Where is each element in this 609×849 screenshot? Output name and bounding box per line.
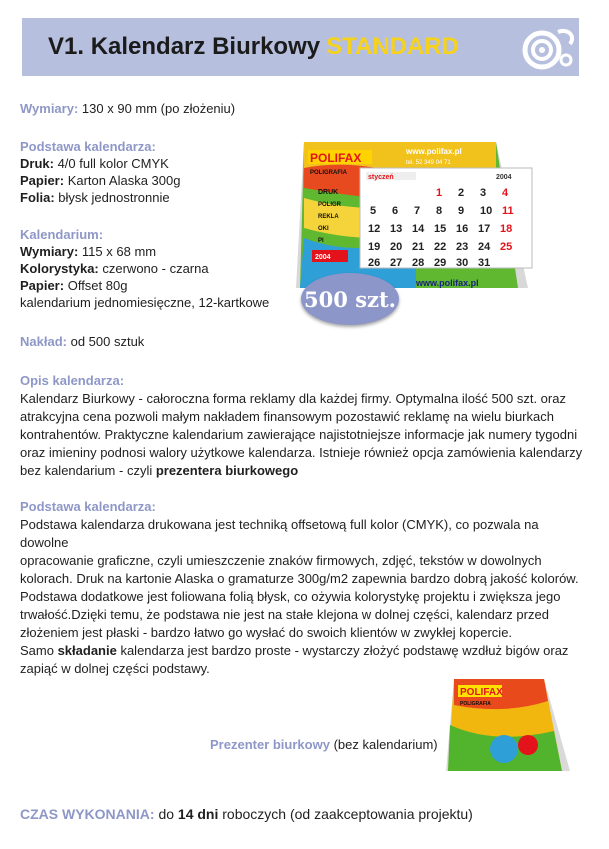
title-accent: STANDARD	[326, 33, 459, 60]
cal-d: 29	[434, 257, 447, 269]
cal-d: 1	[436, 187, 443, 199]
paper-value: Karton Alaska 300g	[67, 173, 181, 188]
calendarium-paper-label: Papier:	[20, 278, 65, 293]
description-heading: Opis kalendarza:	[20, 373, 125, 388]
base-desc-line: kolorach. Druk na kartonie Alaska o gramaturze 300g/m2 zapewnia bardzo dobrą jakość kolorów.	[20, 571, 579, 586]
cal-d: 10	[480, 205, 493, 217]
description-line: kontrahentów. Praktyczne kalendarium zawierające najistotniejsze informacje jak numery tygodni	[20, 427, 578, 442]
description-line	[20, 462, 590, 480]
description-line: oraz imieniny podnosi walory użytkowe kalendarza. Istnieje również opcja zamówienia kalendarzy	[20, 445, 583, 460]
quantity-badge: 500 szt.	[301, 273, 399, 325]
calendar-menu4: OKI	[318, 226, 329, 232]
description-line5-bold: prezentera biurkowego	[155, 463, 299, 478]
base-desc-line: trwałość.Dzięki temu, że podstawa nie jest na stałe klejona w dolnej części, kalendarz przed	[20, 607, 549, 622]
base-desc-line: Podstawa dodatkowe jest foliowana folią błysk, co ożywia kolorystykę projektu i zwiększa jego	[20, 589, 561, 604]
cal-d: 28	[412, 257, 425, 269]
cal-d: 19	[368, 241, 381, 253]
dimensions-label: Wymiary:	[20, 101, 79, 116]
foil-value: błysk jednostronnie	[58, 190, 170, 205]
calendar-brand: POLIFAX	[310, 151, 362, 165]
calendarium-dim-value: 115 x 68 mm	[81, 244, 157, 259]
cal-d: 18	[500, 223, 513, 235]
calendar-url-top: www.polifax.pl	[406, 147, 462, 156]
calendarium-dim-label: Wymiary:	[20, 244, 79, 259]
cal-d: 26	[368, 257, 381, 269]
calendar-sub: POLIGRAFIA	[310, 170, 347, 176]
presenter-sub: POLIGRAFIA	[460, 701, 491, 707]
lead-time-label: CZAS WYKONANIA:	[20, 806, 155, 822]
calendar-phone: tel. 52 349 04 71	[406, 160, 451, 166]
description-line5-pre: bez kalendarium - czyli	[20, 463, 156, 478]
print-label: Druk:	[20, 156, 54, 171]
lead-time-line	[20, 806, 473, 823]
calendar-url-bottom: www.polifax.pl	[416, 278, 479, 288]
print-line	[20, 155, 169, 172]
run-value: od 500 sztuk	[70, 334, 145, 349]
cal-d: 9	[458, 205, 465, 217]
cal-d: 21	[412, 241, 425, 253]
calendar-year: 2004	[496, 174, 512, 181]
cal-d: 14	[412, 223, 425, 235]
calendarium-dim-line	[20, 243, 156, 260]
presenter-caption	[210, 736, 438, 753]
cal-d: 4	[502, 187, 509, 199]
base-desc-line: złożeniem jest płaski - bardzo łatwo go wysłać do swoich klientów w zwykłej kopercie.	[20, 625, 513, 640]
cal-d: 7	[414, 205, 421, 217]
calendarium-paper-line	[20, 277, 127, 294]
calendar-menu3: REKLA	[318, 214, 339, 220]
base-desc-line: zapiąć w dolnej części podstawy.	[20, 661, 210, 676]
presenter-brand: POLIFAX	[460, 687, 503, 698]
base-desc-line7-bold: składanie	[57, 643, 117, 658]
cal-d: 20	[390, 241, 403, 253]
title-main: V1. Kalendarz Biurkowy	[48, 33, 321, 60]
description-line: atrakcyjna cena pozwoli małym nakładem finansowym pozostawić reklamę na wielu biurkach	[20, 409, 554, 424]
description-line: Kalendarz Biurkowy - całoroczna forma reklamy dla każdej firmy. Optymalna ilość 500 szt. oraz	[20, 391, 566, 406]
cal-d: 24	[478, 241, 491, 253]
cal-d: 27	[390, 257, 403, 269]
calendar-tab: 2004	[315, 254, 331, 261]
base-desc-line7-pre: Samo	[20, 643, 58, 658]
presenter-label: Prezenter biurkowy	[210, 737, 330, 752]
lead-time-pre: do	[158, 806, 178, 822]
calendar-menu1: DRUK	[318, 189, 339, 196]
header-banner	[22, 18, 579, 76]
foil-label: Folia:	[20, 190, 55, 205]
lead-time-bold: 14 dni	[177, 806, 219, 822]
description-section	[20, 372, 590, 480]
cal-d: 30	[456, 257, 469, 269]
calendar-menu2: POLIGR	[318, 202, 342, 208]
calendar-month: styczeń	[368, 174, 394, 181]
dimensions-value: 130 x 90 mm (po złożeniu)	[81, 101, 236, 116]
presenter-note: (bez kalendarium)	[333, 737, 438, 752]
cal-d: 17	[478, 223, 491, 235]
print-value: 4/0 full kolor CMYK	[57, 156, 169, 171]
paper-line	[20, 172, 180, 189]
cal-d: 13	[390, 223, 403, 235]
colors-line	[20, 260, 209, 277]
cal-d: 12	[368, 223, 381, 235]
base-desc-section	[20, 498, 590, 678]
cal-d: 5	[370, 205, 377, 217]
cal-d: 16	[456, 223, 469, 235]
calendarium-note: kalendarium jednomiesięczne, 12-kartkowe	[20, 295, 270, 310]
base-spec-heading: Podstawa kalendarza:	[20, 139, 156, 154]
colors-value: czerwono - czarna	[102, 261, 209, 276]
cal-d: 22	[434, 241, 447, 253]
base-desc-line	[20, 642, 590, 660]
calendarium-heading: Kalendarium:	[20, 227, 104, 242]
desk-presenter-image	[444, 675, 574, 775]
paper-label: Papier:	[20, 173, 65, 188]
base-desc-line: opracowanie graficzne, czyli umieszczenie znaków firmowych, zdjęć, tekstów w dowolnych	[20, 553, 542, 568]
cal-d: 15	[434, 223, 447, 235]
calendarium-paper-value: Offset 80g	[67, 278, 128, 293]
cal-d: 2	[458, 187, 465, 199]
cal-d: 3	[480, 187, 487, 199]
cal-d: 11	[502, 205, 514, 217]
page-title	[48, 33, 459, 61]
cal-d: 25	[500, 241, 513, 253]
base-desc-line: Podstawa kalendarza drukowana jest techniką offsetową full kolor (CMYK), co pozwala na dowolne	[20, 517, 539, 550]
calendar-menu5: PI	[318, 238, 324, 244]
cal-d: 31	[478, 257, 491, 269]
colors-label: Kolorystyka:	[20, 261, 99, 276]
foil-line	[20, 189, 170, 206]
cal-d: 23	[456, 241, 469, 253]
dimensions-line	[20, 100, 235, 117]
base-desc-line7-post: kalendarza jest bardzo proste - wystarczy złożyć podstawę wzdłuż bigów oraz	[116, 643, 569, 658]
lead-time-post: roboczych (od zaakceptowania projektu)	[218, 806, 473, 822]
cal-d: 8	[436, 205, 443, 217]
run-label: Nakład:	[20, 334, 67, 349]
run-line	[20, 333, 144, 350]
base-desc-heading: Podstawa kalendarza:	[20, 499, 156, 514]
swirl-logo-icon	[516, 24, 576, 72]
cal-d: 6	[392, 205, 399, 217]
